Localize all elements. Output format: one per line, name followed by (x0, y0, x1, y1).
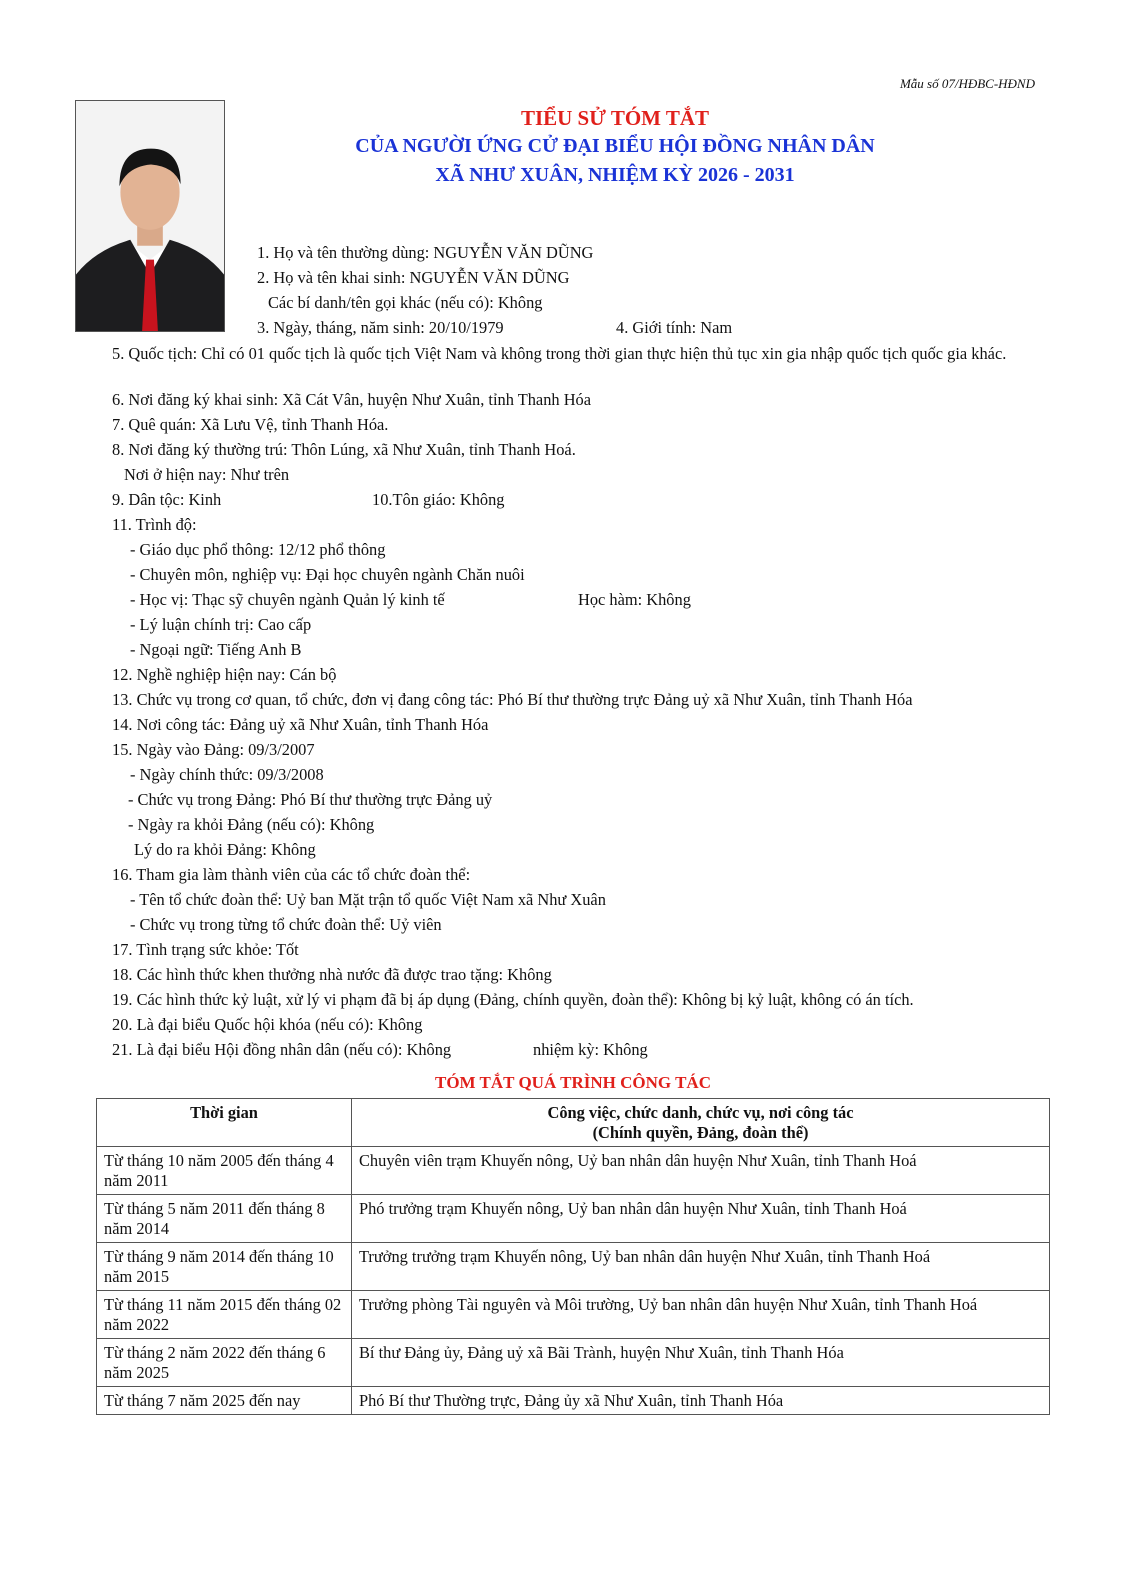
birth-registration-place: 6. Nơi đăng ký khai sinh: Xã Cát Vân, huyện Như Xuân, tỉnh Thanh Hóa (112, 390, 592, 409)
row-job: Bí thư Đảng ủy, Đảng uỷ xã Bãi Trành, huyện Như Xuân, tỉnh Thanh Hóa (352, 1339, 1050, 1387)
workplace: 14. Nơi công tác: Đảng uỷ xã Như Xuân, tỉnh Thanh Hóa (112, 715, 489, 734)
professional-qualification: - Chuyên môn, nghiệp vụ: Đại học chuyên ngành Chăn nuôi (130, 565, 525, 584)
document-title-block (230, 104, 1000, 190)
document-term: XÃ NHƯ XUÂN, NHIỆM KỲ 2026 - 2031 (435, 164, 795, 186)
political-theory: - Lý luận chính trị: Cao cấp (130, 615, 312, 634)
council-term: nhiệm kỳ: Không (533, 1040, 648, 1059)
row-time: Từ tháng 10 năm 2005 đến tháng 4 năm 2011 (97, 1147, 352, 1195)
table-row (97, 1147, 1050, 1195)
permanent-residence: 8. Nơi đăng ký thường trú: Thôn Lúng, xã Như Xuân, tỉnh Thanh Hoá. (112, 440, 576, 459)
row-job: Trưởng trưởng trạm Khuyến nông, Uỷ ban nhân dân huyện Như Xuân, tỉnh Thanh Hoá (352, 1243, 1050, 1291)
organizations-heading: 16. Tham gia làm thành viên của các tổ chức đoàn thể: (112, 865, 471, 884)
row-job: Phó trưởng trạm Khuyến nông, Uỷ ban nhân dân huyện Như Xuân, tỉnh Thanh Hoá (352, 1195, 1050, 1243)
academic-degree: - Học vị: Thạc sỹ chuyên ngành Quản lý kinh tế (130, 590, 445, 609)
foreign-language: - Ngoại ngữ: Tiếng Anh B (130, 640, 302, 659)
document-subtitle: CỦA NGƯỜI ỨNG CỬ ĐẠI BIỂU HỘI ĐỒNG NHÂN DÂN (355, 135, 875, 157)
education-heading: 11. Trình độ: (112, 515, 197, 534)
birth-name: 2. Họ và tên khai sinh: NGUYỄN VĂN DŨNG (257, 268, 570, 287)
common-name: 1. Họ và tên thường dùng: NGUYỄN VĂN DŨNG (257, 243, 594, 262)
row-time: Từ tháng 5 năm 2011 đến tháng 8 năm 2014 (97, 1195, 352, 1243)
document-title: TIỂU SỬ TÓM TẮT (520, 106, 710, 130)
table-row (97, 1387, 1050, 1415)
row-job: Phó Bí thư Thường trực, Đảng ủy xã Như Xuân, tỉnh Thanh Hóa (352, 1387, 1050, 1415)
work-history-table (96, 1098, 1050, 1415)
header-time: Thời gian (97, 1099, 352, 1147)
organization-name: - Tên tổ chức đoàn thể: Uỷ ban Mặt trận tổ quốc Việt Nam xã Như Xuân (130, 890, 606, 909)
current-residence: Nơi ở hiện nay: Như trên (124, 465, 290, 484)
table-row (97, 1339, 1050, 1387)
aliases: Các bí danh/tên gọi khác (nếu có): Không (268, 293, 543, 312)
party-join-date: 15. Ngày vào Đảng: 09/3/2007 (112, 740, 315, 759)
national-assembly-delegate: 20. Là đại biểu Quốc hội khóa (nếu có): Không (112, 1015, 423, 1034)
row-job: Chuyên viên trạm Khuyến nông, Uỷ ban nhân dân huyện Như Xuân, tỉnh Thanh Hoá (352, 1147, 1050, 1195)
work-history-title: TÓM TẮT QUÁ TRÌNH CÔNG TÁC (435, 1073, 711, 1092)
academic-title: Học hàm: Không (578, 590, 691, 609)
awards: 18. Các hình thức khen thưởng nhà nước đã được trao tặng: Không (112, 965, 552, 984)
general-education: - Giáo dục phổ thông: 12/12 phổ thông (130, 540, 386, 559)
table-row (97, 1291, 1050, 1339)
row-job: Trưởng phòng Tài nguyên và Môi trường, Uỷ ban nhân dân huyện Như Xuân, tỉnh Thanh Hoá (352, 1291, 1050, 1339)
portrait-photo (75, 100, 225, 332)
portrait-image (76, 101, 224, 331)
party-leave-date: - Ngày ra khỏi Đảng (nếu có): Không (128, 815, 375, 834)
organization-position: - Chức vụ trong từng tổ chức đoàn thể: Uỷ viên (130, 915, 442, 934)
religion: 10.Tôn giáo: Không (372, 490, 505, 509)
health-status: 17. Tình trạng sức khỏe: Tốt (112, 940, 299, 959)
table-header-row (97, 1099, 1050, 1147)
row-time: Từ tháng 7 năm 2025 đến nay (97, 1387, 352, 1415)
form-code: Mẫu số 07/HĐBC-HĐND (899, 76, 1035, 91)
ethnicity: 9. Dân tộc: Kinh (112, 490, 222, 509)
gender: 4. Giới tính: Nam (616, 318, 733, 337)
row-time: Từ tháng 11 năm 2015 đến tháng 02 năm 2022 (97, 1291, 352, 1339)
row-time: Từ tháng 2 năm 2022 đến tháng 6 năm 2025 (97, 1339, 352, 1387)
current-position: 13. Chức vụ trong cơ quan, tổ chức, đơn vị đang công tác: Phó Bí thư thường trực Đảng uỷ xã Như Xuân, tỉnh Thanh Hóa (112, 690, 913, 709)
hometown: 7. Quê quán: Xã Lưu Vệ, tỉnh Thanh Hóa. (112, 415, 389, 434)
row-time: Từ tháng 9 năm 2014 đến tháng 10 năm 2015 (97, 1243, 352, 1291)
date-of-birth: 3. Ngày, tháng, năm sinh: 20/10/1979 (257, 318, 504, 337)
header-job: Công việc, chức danh, chức vụ, nơi công tác (Chính quyền, Đảng, đoàn thể) (352, 1099, 1050, 1147)
table-row (97, 1195, 1050, 1243)
nationality: 5. Quốc tịch: Chỉ có 01 quốc tịch là quốc tịch Việt Nam và không trong thời gian thực hiện thủ tục xin gia nhập quốc tịch quốc gia khác. (112, 344, 1007, 363)
council-delegate: 21. Là đại biểu Hội đồng nhân dân (nếu có): Không (112, 1040, 452, 1059)
occupation: 12. Nghề nghiệp hiện nay: Cán bộ (112, 665, 337, 684)
party-position: - Chức vụ trong Đảng: Phó Bí thư thường trực Đảng uỷ (128, 790, 493, 809)
party-leave-reason: Lý do ra khỏi Đảng: Không (134, 840, 316, 859)
disciplinary-actions: 19. Các hình thức kỷ luật, xử lý vi phạm đã bị áp dụng (Đảng, chính quyền, đoàn thể): Không bị kỷ luật, không có án tích. (112, 990, 914, 1009)
party-official-date: - Ngày chính thức: 09/3/2008 (130, 765, 324, 784)
table-row (97, 1243, 1050, 1291)
